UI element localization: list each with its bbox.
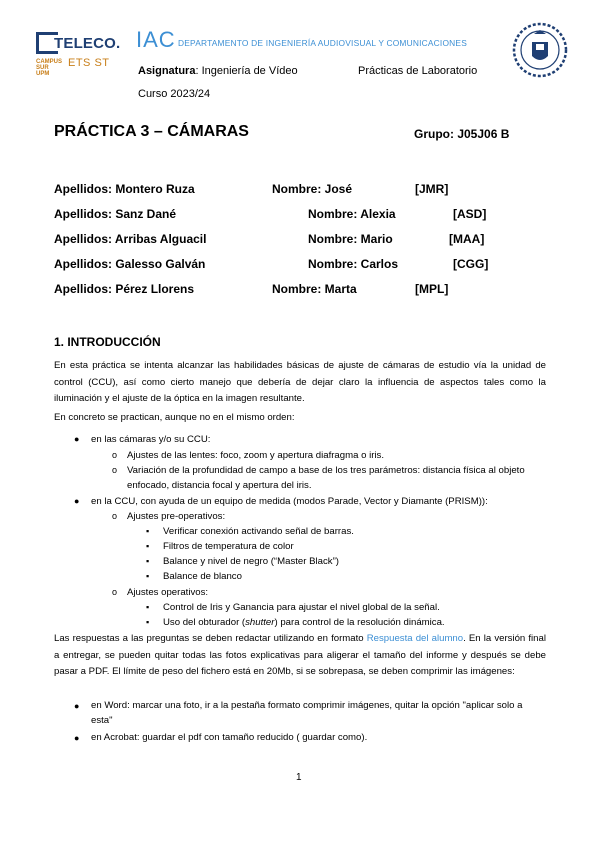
student-apellidos: Apellidos: Galesso Galván	[54, 257, 206, 271]
section-heading: 1. INTRODUCCIÓN	[54, 335, 161, 349]
list-item: Balance y nivel de negro (“Master Black”)	[163, 556, 339, 567]
department-name: DEPARTAMENTO DE INGENIERÍA AUDIOVISUAL Y COMUNICACIONES	[178, 38, 467, 48]
bullet-o-icon: o	[112, 587, 118, 597]
bullet-square-icon: ▪	[146, 617, 150, 627]
student-apellidos: Apellidos: Sanz Dané	[54, 207, 177, 221]
group-label: Grupo: J05J06 B	[414, 127, 510, 141]
asignatura-label: Asignatura	[138, 65, 196, 77]
list-item: Ajustes pre-operativos:	[127, 511, 226, 522]
page-number: 1	[296, 772, 302, 783]
student-code: [MAA]	[449, 232, 485, 246]
iac-logo: IAC	[136, 27, 176, 52]
etsst-logo-text: ETS ST	[68, 57, 110, 69]
bullet-o-icon: o	[112, 450, 118, 460]
paragraph-text: Las respuestas a las preguntas se deben redactar utilizando en formato	[54, 633, 367, 644]
student-nombre: Nombre: Alexia	[308, 207, 396, 221]
bullet-icon: ●	[74, 434, 80, 444]
list-item: Control de Iris y Ganancia para ajustar el nivel global de la señal.	[163, 602, 440, 613]
bullet-square-icon: ▪	[146, 556, 150, 566]
list-item: Balance de blanco	[163, 571, 242, 582]
page-title: PRÁCTICA 3 – CÁMARAS	[54, 123, 249, 140]
intro-paragraph-3	[54, 631, 546, 681]
bullet-square-icon: ▪	[146, 602, 150, 612]
bullet-square-icon: ▪	[146, 571, 150, 581]
student-apellidos: Apellidos: Montero Ruza	[54, 182, 195, 196]
list-item: Filtros de temperatura de color	[163, 541, 294, 552]
list-item: en las cámaras y/o su CCU:	[91, 434, 211, 445]
intro-paragraph-2: En concreto se practican, aunque no en el mismo orden:	[54, 412, 295, 423]
student-nombre: Nombre: Carlos	[308, 257, 399, 271]
student-nombre: Nombre: Mario	[308, 232, 393, 246]
list-item: en la CCU, con ayuda de un equipo de medida (modos Parade, Vector y Diamante (PRISM)):	[91, 496, 488, 507]
list-item-text: ) para control de la resolución dinámica.	[274, 617, 445, 628]
curso-label: Curso 2023/24	[138, 88, 211, 100]
bullet-icon: ●	[74, 733, 80, 743]
asignatura-value: : Ingeniería de Vídeo	[195, 65, 298, 77]
list-item	[163, 615, 445, 630]
bullet-square-icon: ▪	[146, 541, 150, 551]
bullet-o-icon: o	[112, 511, 118, 521]
student-apellidos: Apellidos: Pérez Llorens	[54, 282, 195, 296]
intro-paragraph-1: En esta práctica se intenta alcanzar las habilidades básicas de ajuste de cámaras de estudio vía la unidad de control (CCU), así como cierto manejo que debería de dejar claro la influencia de aspectos tales como la iluminación y el ajuste de la óptica en la imagen resultante.	[54, 360, 546, 404]
student-code: [CGG]	[453, 257, 489, 271]
student-nombre: Nombre: Marta	[272, 282, 357, 296]
campus-logo-text: CAMPUS SUR UPM	[36, 59, 63, 77]
list-item: Variación de la profundidad de campo a base de los tres parámetros: distancia física al objeto	[127, 465, 525, 476]
list-item-continuation: enfocado, distancia focal y apertura del iris.	[127, 480, 312, 491]
list-item-text: Uso del obturador (	[163, 617, 246, 628]
teleco-logo-text: TELECO.	[54, 35, 121, 52]
university-crest-icon	[512, 22, 568, 78]
practicas-label: Prácticas de Laboratorio	[358, 65, 478, 77]
list-item: en Acrobat: guardar el pdf con tamaño reducido ( guardar como).	[91, 732, 368, 743]
paragraph-text: . En la versión final a entregar, se pueden quitar todas las fotos explicativas para aligerar el tamaño del informe y después se debe pasar a PDF. El límite de peso del fichero está en 20Mb, si se sobrepasa, se deben comprimir las imágenes:	[54, 633, 546, 677]
list-item: en Word: marcar una foto, ir a la pestaña formato comprimir imágenes, quitar la opción "aplicar solo a esta"	[91, 700, 523, 726]
list-item: Verificar conexión activando señal de barras.	[163, 526, 354, 537]
shutter-term: shutter	[245, 617, 275, 628]
bullet-square-icon: ▪	[146, 526, 150, 536]
student-code: [MPL]	[415, 282, 449, 296]
respuesta-alumno-style: Respuesta del alumno	[366, 633, 464, 644]
student-code: [ASD]	[453, 207, 487, 221]
student-apellidos: Apellidos: Arribas Alguacil	[54, 232, 207, 246]
student-code: [JMR]	[415, 182, 449, 196]
bullet-icon: ●	[74, 496, 80, 506]
asignatura	[138, 65, 298, 77]
list-item: Ajustes de las lentes: foco, zoom y apertura diafragma o iris.	[127, 450, 385, 461]
bullet-o-icon: o	[112, 465, 118, 475]
bullet-icon: ●	[74, 701, 80, 711]
student-nombre: Nombre: José	[272, 182, 353, 196]
list-item: Ajustes operativos:	[127, 587, 209, 598]
